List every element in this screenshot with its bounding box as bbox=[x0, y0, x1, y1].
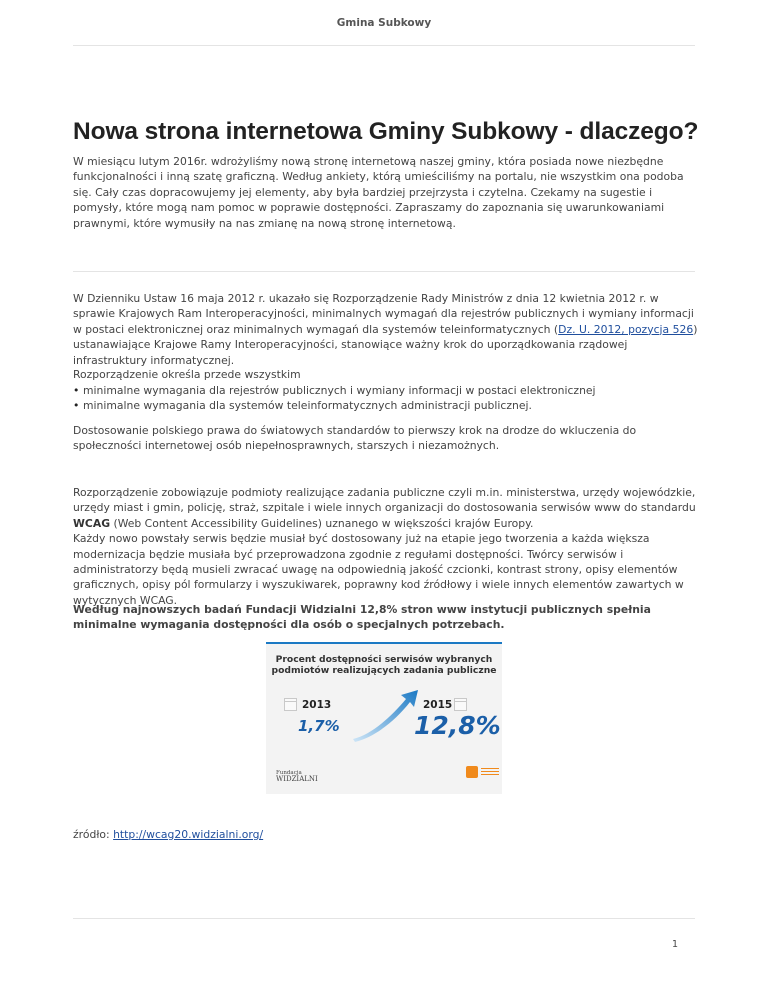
source-line bbox=[73, 827, 703, 842]
partner-logo-lines bbox=[481, 768, 499, 778]
partner-logo-icon bbox=[466, 766, 478, 778]
obligation-text bbox=[73, 485, 703, 531]
source-label: źródło: bbox=[73, 828, 114, 841]
calendar-icon bbox=[284, 698, 297, 711]
site-name: Gmina Subkowy bbox=[336, 17, 432, 29]
obligation-paragraph bbox=[73, 485, 703, 608]
regulation-scope-intro: Rozporządzenie określa przede wszystkim bbox=[73, 368, 301, 381]
year-from: 2013 bbox=[302, 699, 332, 711]
calendar-icon bbox=[454, 698, 467, 711]
infographic-title-line-1: Procent dostępności serwisów wybranych bbox=[275, 654, 493, 665]
growth-arrow-icon bbox=[351, 687, 421, 742]
regulation-text-after: ) ustanawiające Krajowe Ramy Interoperacyjności, stanowiące ważny krok do uporządkowania rządowej infrastruktury informatycznej. bbox=[73, 322, 698, 367]
obligation-text-before: Rozporządzenie zobowiązuje podmioty realizujące zadania publiczne czyli m.in. ministerstwa, urzędy wojewódzkie, urzędy miast i gmin, policję, straż, szpitale i wiele innych organizacji do dostosowania serwisów www do standardu bbox=[73, 486, 696, 515]
value-from: 1,7% bbox=[298, 717, 340, 735]
section-divider bbox=[73, 271, 695, 272]
list-item: • minimalne wymagania dla rejestrów publicznych i wymiany informacji w postaci elektronicznej bbox=[73, 383, 703, 398]
accessibility-infographic bbox=[266, 642, 502, 794]
obligation-text-after: (Web Content Accessibility Guidelines) uznanego w większości krajów Europy. bbox=[110, 516, 534, 530]
infographic-title bbox=[266, 654, 502, 676]
research-note: Według najnowszych badań Fundacji Widzialni 12,8% stron www instytucji publicznych spełnia minimalne wymagania dostępności dla osób o specjalnych potrzebach. bbox=[73, 603, 651, 632]
infographic-title-line-2: podmiotów realizujących zadania publiczne bbox=[271, 665, 497, 676]
page-title: Nowa strona internetowa Gminy Subkowy - dlaczego? bbox=[73, 118, 699, 145]
logo-text-line-1: Fundacja bbox=[276, 770, 302, 776]
infographic-accent-line bbox=[266, 642, 502, 644]
intro-paragraph: W miesiącu lutym 2016r. wdrożyliśmy nową stronę internetową naszej gminy, która posiada nowe niezbędne funkcjonalności i inną szatę graficzną. Według ankiety, którą umieściliśmy na portalu, nie wszystkim ona podoba się. Cały czas dopracowujemy jej elementy, aby była bardziej przejrzysta i czytelna. Czekamy na sugestie i pomysły, które mogą nam pomoc w poprawie dostępności. Zapraszamy do zapoznania się uwarunkowaniami prawnymi, które wymusiły na nas zmianę na nową stronę internetową. bbox=[73, 155, 684, 230]
value-to: 12,8% bbox=[414, 711, 501, 740]
journal-of-laws-link[interactable]: Dz. U. 2012, pozycja 526 bbox=[558, 322, 694, 336]
source-link[interactable]: http://wcag20.widzialni.org/ bbox=[113, 828, 264, 841]
widzialni-logo bbox=[276, 770, 318, 782]
adaptation-paragraph: Dostosowanie polskiego prawa do światowych standardów to pierwszy krok na drodze do wkluczenia do społeczności internetowej osób niepełnosprawnych, starszych i niezamożnych. bbox=[73, 424, 637, 453]
year-to: 2015 bbox=[423, 699, 453, 711]
header-divider bbox=[73, 45, 695, 46]
every-service-text: Każdy nowo powstały serwis będzie musiał być dostosowany już na etapie jego tworzenia a każda większa modernizacja będzie musiała być przeprowadzona zgodnie z regułami dostępności. Twórcy serwisów i administratorzy będą musieli zwracać uwagę na odpowiednią jakość czcionki, kontrast strony, opisy elementów graficznych, opisy pól formularzy i wyszukiwarek, poprawny kod źródłowy i wiele innych elementów zawartych w wytycznych WCAG. bbox=[73, 532, 684, 607]
requirements-list bbox=[73, 383, 703, 414]
list-item: • minimalne wymagania dla systemów teleinformatycznych administracji publicznej. bbox=[73, 398, 703, 413]
regulation-paragraph bbox=[73, 291, 703, 368]
regulation-text-before: W Dzienniku Ustaw 16 maja 2012 r. ukazało się Rozporządzenie Rady Ministrów z dnia 12 kwietnia 2012 r. w sprawie Krajowych Ram Interoperacyjności, minimalnych wymagań dla rejestrów publicznych i wymiany informacji w postaci elektronicznej oraz minimalnych wymagań dla systemów teleinformatycznych ( bbox=[73, 292, 694, 336]
wcag-term: WCAG bbox=[73, 516, 111, 530]
page-number: 1 bbox=[672, 939, 679, 950]
footer-divider bbox=[73, 918, 695, 919]
logo-text-line-2: WIDZIALNI bbox=[276, 775, 318, 783]
